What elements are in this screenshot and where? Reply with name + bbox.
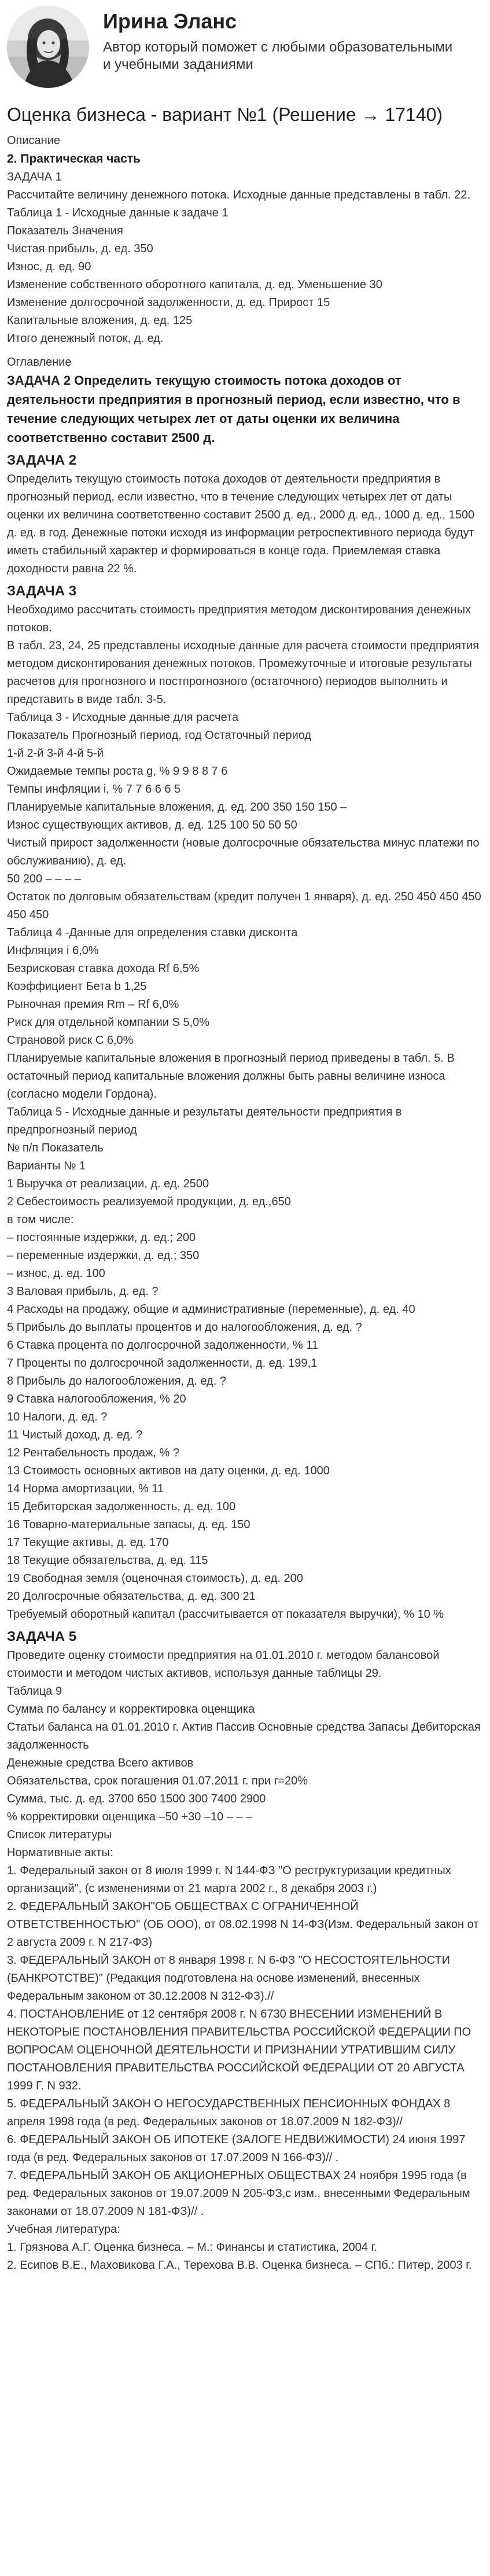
task3-line: – износ, д. ед. 100 [7,1267,105,1280]
task3-line: в том числе: [7,1213,74,1226]
task5-line: Статьи баланса на 01.01.2010 г. Актив Пассив Основные средства Запасы Дебиторская задолженность [7,1720,481,1751]
author-description: Автор который поможет с любыми образовательными и учебными заданиями [103,39,453,73]
description-line: ЗАДАЧА 1 [7,170,62,183]
task5-line: 3. ФЕДЕРАЛЬНЫЙ ЗАКОН от 8 января 1998 г. N 6-ФЗ "О НЕСОСТОЯТЕЛЬНОСТИ (БАНКРОТСТВЕ)" (Редакция подготовлена на основе изменений, внесенных Федеральным законом от 30.12.2008 N 312-ФЗ).// [7,1953,450,2003]
description-label: Описание [7,134,61,147]
task3-line: 11 Чистый доход, д. ед. ? [7,1428,143,1441]
task3-line: Таблица 3 - Исходные данные для расчета [7,711,239,724]
task3-line: Таблица 5 - Исходные данные и результаты деятельности предприятия в предпрогнозный период [7,1105,402,1136]
task3-line: 8 Прибыль до налогообложения, д. ед. ? [7,1374,226,1388]
task3-block [7,601,483,1624]
task3-line: 4 Расходы на продажу, общие и административные (переменные), д. ед. 40 [7,1302,415,1316]
task3-line: 14 Норма амортизации, % 11 [7,1482,164,1495]
author-info [103,6,462,73]
task3-line: 7 Проценты по долгосрочной задолженности, д. ед. 199,1 [7,1356,318,1370]
task3-line: Чистый прирост задолженности (новые долгосрочные обязательства минус платежи по обслуживанию), д. ед. [7,836,480,867]
task3-line: 19 Свободная земля (оценочная стоимость), д. ед. 200 [7,1572,303,1585]
task3-line: 1 Выручка от реализации, д. ед. 2500 [7,1177,209,1190]
task5-line: Сумма, тыс. д. ед. 3700 650 1500 300 7400 2900 [7,1792,266,1805]
task5-line: Денежные средства Всего активов [7,1756,194,1769]
task5-line: 4. ПОСТАНОВЛЕНИЕ от 12 сентября 2008 г. N 6730 ВНЕСЕНИИ ИЗМЕНЕНИЙ В НЕКОТОРЫЕ ПОСТАНОВЛЕНИЯ ПРАВИТЕЛЬСТВА РОССИЙСКОЙ ФЕДЕРАЦИИ ПО ВОПРОСАМ ОЦЕНОЧНОЙ ДЕЯТЕЛЬНОСТИ И ПРИЗНАНИИ УТРАТИВШИМ СИЛУ ПОСТАНОВЛЕНИЯ ПРАВИТЕЛЬСТВА РОССИЙСКОЙ ФЕДЕРАЦИИ ОТ 20 АВГУСТА 1999 Г. N 932. [7,2007,471,2092]
task3-line: 13 Стоимость основных активов на дату оценки, д. ед. 1000 [7,1464,330,1477]
task3-line: 50 200 – – – – [7,872,81,885]
task5-heading: ЗАДАЧА 5 [7,1628,77,1644]
task5-line: 7. ФЕДЕРАЛЬНЫЙ ЗАКОН ОБ АКЦИОНЕРНЫХ ОБЩЕСТВАХ 24 ноября 1995 года (в ред. Федеральных законов от 19.07.2009 N 205-ФЗ,с изм., внесенными Федеральным законами от 18.07.2009 N 181-ФЗ)// . [7,2169,470,2218]
task3-line: Коэффициент Бета b 1,25 [7,980,147,993]
task5-line: 5. ФЕДЕРАЛЬНЫЙ ЗАКОН О НЕГОСУДАРСТВЕННЫХ ПЕНСИОННЫХ ФОНДАХ 8 апреля 1998 года (в ред. Федеральных законов от 18.07.2009 N 182-ФЗ)// [7,2097,451,2128]
task3-line: В табл. 23, 24, 25 представлены исходные данные для расчета стоимости предприятия методом дисконтирования денежных потоков. Промежуточные и итоговые результаты расчетов для прогнозного и постпрогнозного (остаточного) периодов выполнить и представить в виде табл. 3-5. [7,639,480,706]
task5-block [7,1647,483,2221]
author-name[interactable]: Ирина Эланс [103,9,237,33]
task5-line: Сумма по балансу и корректировка оценщика [7,1702,255,1716]
description-line: Таблица 1 - Исходные данные к задаче 1 [7,206,229,219]
task3-line: Риск для отдельной компании S 5,0% [7,1015,210,1029]
task5-line: Нормативные акты: [7,1846,113,1859]
task3-line: Безрисковая ставка дохода Rf 6,5% [7,962,200,975]
task3-line: Таблица 4 -Данные для определения ставки дисконта [7,926,298,939]
work-title: Оценка бизнеса - вариант №1 (Решение → 17140) [7,104,443,125]
task3-line: Инфляция i 6,0% [7,944,99,957]
task3-heading: ЗАДАЧА 3 [7,583,77,599]
task3-line: Темпы инфляции i, % 7 7 6 6 6 5 [7,782,181,796]
task5-line: 2. ФЕДЕРАЛЬНЫЙ ЗАКОН"ОБ ОБЩЕСТВАХ С ОГРАНИЧЕННОЙ ОТВЕТСТВЕННОСТЬЮ" (ОБ ООО), от 08.02.1998 N 14-ФЗ(Изм. Федеральный закон от 2 августа 2009 г. N 217-ФЗ) [7,1900,479,1949]
task3-line: 16 Товарно-материальные запасы, д. ед. 150 [7,1518,250,1531]
description-line: Изменение долгосрочной задолженности, д. ед. Прирост 15 [7,296,330,309]
task3-line: 10 Налоги, д. ед. ? [7,1410,108,1423]
task3-line: Остаток по долговым обязательствам (кредит получен 1 января), д. ед. 250 450 450 450 450 450 [7,890,481,921]
contents-heading: ЗАДАЧА 2 Определить текущую стоимость потока доходов от деятельности предприятия в прогнозный период, если известно, что в течение следующих четырех лет от даты оценки их величина соответственно составит 2500 д. [7,373,460,445]
task3-line: № п/п Показатель [7,1141,104,1154]
description-line: Рассчитайте величину денежного потока. Исходные данные представлены в табл. 22. [7,188,470,201]
task3-line: Страновой риск C 6,0% [7,1033,134,1047]
literature-block [7,2239,483,2275]
practical-part-label: 2. Практическая часть [7,152,141,165]
description-line: Чистая прибыль, д. ед. 350 [7,242,153,255]
task5-line: 1. Федеральный закон от 8 июля 1999 г. N 144-ФЗ "О реструктуризации кредитных организаций", (с изменениями от 21 марта 2002 г., 8 декабря 2003 г.) [7,1864,451,1895]
description-line: Износ, д. ед. 90 [7,260,91,273]
task3-line: Планируемые капитальные вложения в прогнозный период приведены в табл. 5. В остаточный период капитальные вложения должны быть равны величине износа (согласно модели Гордона). [7,1051,455,1101]
description-line: Итого денежный поток, д. ед. [7,332,164,345]
task3-line: 12 Рентабельность продаж, % ? [7,1446,179,1459]
task3-line: Варианты № 1 [7,1159,86,1172]
task3-line: Требуемый оборотный капитал (рассчитывается от показателя выручки), % 10 % [7,1607,444,1621]
task3-line: 6 Ставка процента по долгосрочной задолженности, % 11 [7,1338,318,1352]
literature-item: 2. Есипов В.Е., Маховикова Г.А., Терехова В.В. Оценка бизнеса. – СПб.: Питер, 2003 г. [7,2258,472,2272]
task5-line: Проведите оценку стоимости предприятия на 01.01.2010 г. методом балансовой стоимости и методом чистых активов, используя данные таблицы 29. [7,1648,440,1680]
task5-line: % корректировки оценщика –50 +30 –10 – – – [7,1810,253,1823]
task3-line: Износ существующих активов, д. ед. 125 100 50 50 50 [7,818,297,831]
task3-line: 17 Текущие активы, д. ед. 170 [7,1536,169,1549]
description-block [7,168,483,348]
task3-line: 3 Валовая прибыль, д. ед. ? [7,1285,159,1298]
contents-label: Оглавление [7,355,72,369]
task3-line: – переменные издержки, д. ед.; 350 [7,1249,200,1262]
task2-text: Определить текущую стоимость потока доходов от деятельности предприятия в прогнозный период, если известно, что в течение следующих четырех лет от даты оценки их величина соответственно составит 2500 д. ед., 2000 д. ед., 1000 д. ед., 1500 д. ед. в год. Денежные потоки исходя из информации ретроспективного периода будут иметь стабильный характер и формироваться в конце года. Приемлемая ставка доходности равна 22 %. [7,472,475,575]
description-line: Показатель Значения [7,224,123,237]
task5-line: Список литературы [7,1828,112,1841]
task3-line: – постоянные издержки, д. ед.; 200 [7,1231,196,1244]
description-line: Капитальные вложения, д. ед. 125 [7,314,193,327]
author-avatar[interactable] [7,6,89,88]
task5-line: 6. ФЕДЕРАЛЬНЫЙ ЗАКОН ОБ ИПОТЕКЕ (ЗАЛОГЕ НЕДВИЖИМОСТИ) 24 июня 1997 года (в ред. Федеральных законов от 17.07.2009 N 166-ФЗ)// . [7,2133,466,2164]
task3-line: Планируемые капитальные вложения, д. ед. 200 350 150 150 – [7,800,347,814]
task3-line: 1-й 2-й 3-й 4-й 5-й [7,746,104,760]
task3-line: 5 Прибыль до выплаты процентов и до налогообложения, д. ед. ? [7,1320,362,1334]
task5-line: Таблица 9 [7,1684,62,1698]
task3-line: 20 Долгосрочные обязательства, д. ед. 300 21 [7,1589,256,1603]
avatar-icon [7,6,89,88]
task3-line: Рыночная премия Rm – Rf 6,0% [7,998,179,1011]
description-line: Изменение собственного оборотного капитала, д. ед. Уменьшение 30 [7,278,382,291]
literature-label: Учебная литература: [7,2222,120,2236]
task5-line: Обязательства, срок погашения 01.07.2011 г. при r=20% [7,1774,308,1787]
task3-line: 2 Себестоимость реализуемой продукции, д. ед.,650 [7,1195,291,1208]
literature-item: 1. Грязнова А.Г. Оценка бизнеса. – М.: Финансы и статистика, 2004 г. [7,2240,377,2254]
task3-line: Показатель Прогнозный период, год Остаточный период [7,728,312,742]
task3-line: Необходимо рассчитать стоимость предприятия методом дисконтирования денежных потоков. [7,603,471,634]
task3-line: 9 Ставка налогообложения, % 20 [7,1392,186,1405]
task3-line: 15 Дебиторская задолженность, д. ед. 100 [7,1500,236,1513]
author-header [7,0,483,93]
task2-heading: ЗАДАЧА 2 [7,452,77,468]
task3-line: Ожидаемые темпы роста g, % 9 9 8 8 7 6 [7,764,228,778]
task3-line: 18 Текущие обязательства, д. ед. 115 [7,1554,208,1567]
